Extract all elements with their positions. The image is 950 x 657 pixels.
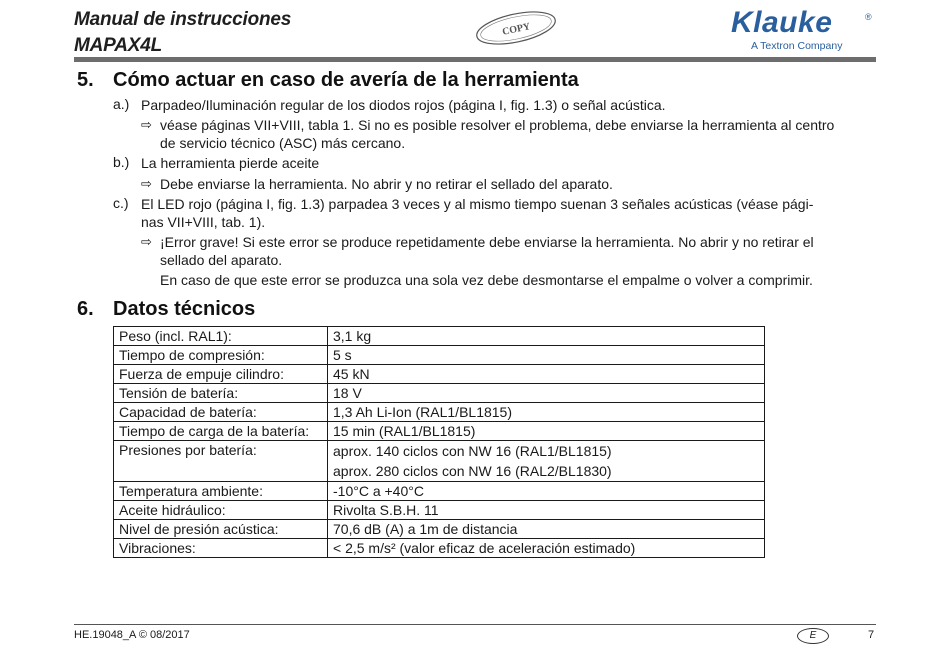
arrow-right-icon: ⇨ [141, 234, 152, 249]
spec-value: 3,1 kg [328, 327, 765, 346]
spec-label: Vibraciones: [114, 539, 328, 558]
spec-value-multi [328, 441, 765, 482]
spec-label: Fuerza de empuje cilindro: [114, 365, 328, 384]
section-number: 6. [77, 298, 94, 320]
logo-registered-mark: ® [865, 12, 872, 22]
arrow-right-icon: ⇨ [141, 117, 152, 132]
spec-value: -10°C a +40°C [328, 482, 765, 501]
item-letter: b.) [113, 154, 130, 170]
logo-wordmark: Klauke [731, 6, 833, 39]
item-text: La herramienta pierde aceite [141, 155, 320, 171]
spec-value: 45 kN [328, 365, 765, 384]
footer-rule [74, 624, 876, 625]
table-row [114, 422, 765, 441]
item-note: véase páginas VII+VIII, tabla 1. Si no es posible resolver el problema, debe enviarse la herramienta al centro [160, 117, 835, 133]
header-rule [74, 57, 876, 62]
technical-data-table [113, 326, 765, 558]
model-title: MAPAX4L [74, 35, 162, 56]
table-row [114, 346, 765, 365]
item-letter: c.) [113, 195, 129, 211]
stamp-text: COPY [501, 21, 532, 38]
spec-value: < 2,5 m/s² (valor eficaz de aceleración estimado) [328, 539, 765, 558]
table-row [114, 327, 765, 346]
item-note: ¡Error grave! Si este error se produce repetidamente debe enviarse la herramienta. No abrir y no retirar el [160, 234, 814, 250]
spec-value: 70,6 dB (A) a 1m de distancia [328, 520, 765, 539]
table-row [114, 501, 765, 520]
item-text-continued: nas VII+VIII, tab. 1). [141, 214, 266, 230]
table-row [114, 520, 765, 539]
arrow-right-icon: ⇨ [141, 176, 152, 191]
document-code: HE.19048_A © 08/2017 [74, 629, 190, 641]
section-6-title: Datos técnicos [113, 298, 256, 320]
item-note: sellado del aparato. [160, 252, 283, 268]
spec-value: 18 V [328, 384, 765, 403]
spec-label: Temperatura ambiente: [114, 482, 328, 501]
spec-label: Aceite hidráulico: [114, 501, 328, 520]
spec-value: Rivolta S.B.H. 11 [328, 501, 765, 520]
item-note: En caso de que este error se produzca una sola vez debe desmontarse el empalme o volver a comprimir. [160, 272, 813, 288]
section-title: Cómo actuar en caso de avería de la herramienta [113, 69, 579, 91]
spec-label: Capacidad de batería: [114, 403, 328, 422]
item-text: Parpadeo/Iluminación regular de los diodos rojos (página I, fig. 1.3) o señal acústica. [141, 97, 666, 113]
spec-value: 5 s [328, 346, 765, 365]
table-row [114, 539, 765, 558]
item-letter: a.) [113, 96, 130, 112]
item-note: de servicio técnico (ASC) más cercano. [160, 135, 406, 151]
item-note: Debe enviarse la herramienta. No abrir y no retirar el sellado del aparato. [160, 176, 613, 192]
page-number: 7 [868, 629, 875, 641]
logo-subtitle: A Textron Company [751, 40, 843, 52]
spec-label: Nivel de presión acústica: [114, 520, 328, 539]
spec-label: Presiones por batería: [114, 441, 328, 482]
spec-value: 15 min (RAL1/BL1815) [328, 422, 765, 441]
table-row [114, 482, 765, 501]
table-row [114, 365, 765, 384]
spec-value: 1,3 Ah Li-Ion (RAL1/BL1815) [328, 403, 765, 422]
language-badge: E [797, 628, 829, 644]
klauke-logo [731, 6, 877, 54]
spec-label: Tiempo de carga de la batería: [114, 422, 328, 441]
item-text: El LED rojo (página I, fig. 1.3) parpadea 3 veces y al mismo tiempo suenan 3 señales acústicas (véase pági- [141, 196, 814, 212]
copy-stamp [474, 11, 558, 45]
table-row [114, 441, 765, 482]
spec-value: aprox. 280 ciclos con NW 16 (RAL2/BL1830) [333, 463, 612, 479]
spec-label: Peso (incl. RAL1): [114, 327, 328, 346]
spec-label: Tensión de batería: [114, 384, 328, 403]
spec-value: aprox. 140 ciclos con NW 16 (RAL1/BL1815) [333, 443, 612, 459]
manual-title: Manual de instrucciones [74, 9, 292, 30]
table-row [114, 403, 765, 422]
section-number: 5. [77, 69, 94, 91]
spec-label: Tiempo de compresión: [114, 346, 328, 365]
table-row [114, 384, 765, 403]
